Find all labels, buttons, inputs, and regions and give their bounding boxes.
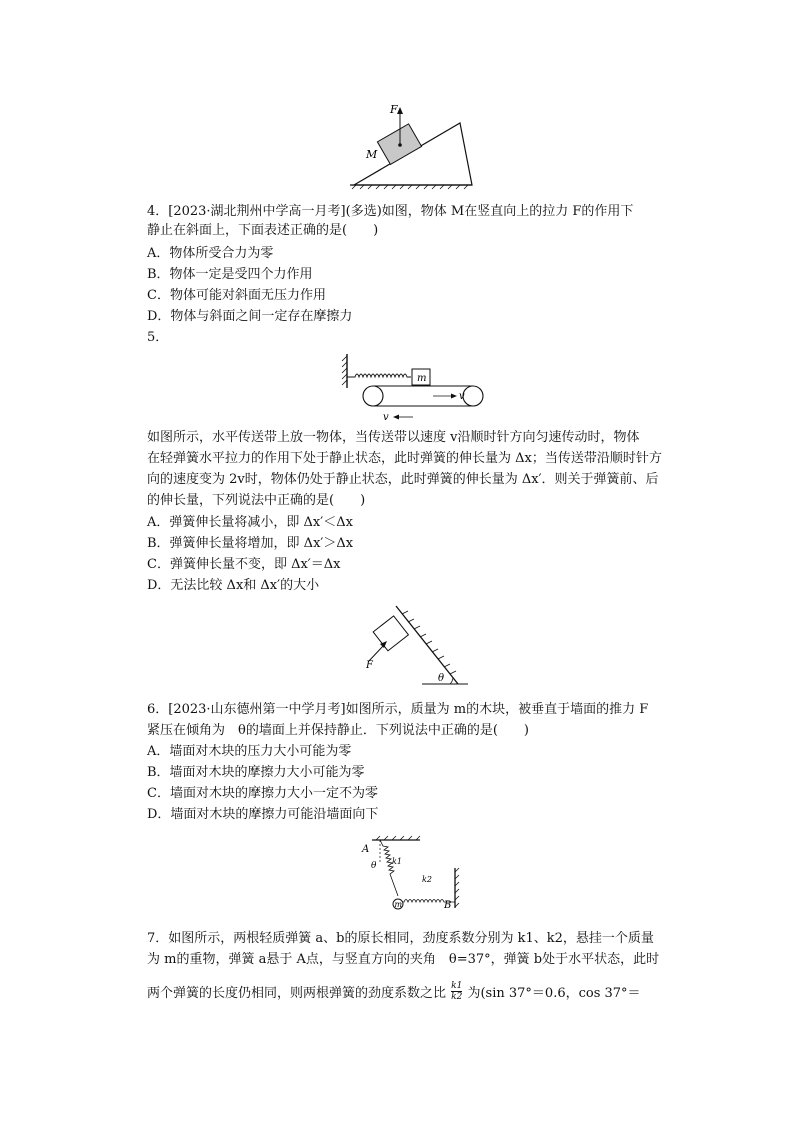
force-label-F: F [390, 103, 398, 116]
q6-option-d: D．墙面对木块的摩擦力可能沿墙面向下 [147, 807, 379, 822]
q4-option-a: A．物体所受合力为零 [147, 246, 274, 261]
q7-stem-line3 [147, 983, 641, 1004]
q6-stem-line1: 6．[2023·山东德州第一中学月考]如图所示，质量为 m的木块，被垂直于墙面的推力 F [147, 702, 649, 717]
q6-option-b: B．墙面对木块的摩擦力大小可能为零 [147, 765, 365, 780]
force-label-F6: F [366, 660, 373, 671]
ratio-fraction [451, 981, 462, 1002]
q5-option-a: A．弹簧伸长量将减小，即 Δx′＜Δx [147, 515, 353, 530]
q5-stem-line1: 如图所示，水平传送带上放一物体，当传送带以速度 v沿顺时针方向匀速传动时，物体 [147, 430, 640, 445]
q4-option-c: C．物体可能对斜面无压力作用 [147, 288, 326, 303]
mass-label-m7: m [394, 900, 403, 909]
ratio-denominator: k2 [451, 992, 463, 1002]
q5-option-b: B．弹簧伸长量将增加，即 Δx′＞Δx [147, 536, 354, 551]
point-label-B: B [444, 900, 452, 911]
angle-label-theta7: θ [371, 861, 377, 871]
q4-option-d: D．物体与斜面之间一定存在摩擦力 [147, 309, 353, 324]
q4-option-b: B．物体一定是受四个力作用 [147, 267, 313, 282]
q7-stem-line3a: 两个弹簧的长度仍相同，则两根弹簧的劲度系数之比 [147, 986, 447, 1001]
two-springs-figure [358, 834, 468, 916]
angle-label-theta: θ [438, 673, 445, 684]
q4-stem-line1: 4．[2023·湖北荆州中学高一月考](多选)如图，物体 M在竖直向上的拉力 F的作用下 [147, 204, 634, 219]
point-label-A: A [362, 844, 370, 855]
q6-option-c: C．墙面对木块的摩擦力大小一定不为零 [147, 786, 378, 801]
q5-stem-line3: 向的速度变为 2v时，物体仍处于静止状态，此时弹簧的伸长量为 Δx′．则关于弹簧前、后 [147, 472, 659, 487]
incline-block-figure [340, 95, 480, 190]
inclined-wall-figure [360, 600, 470, 690]
q6-option-a: A．墙面对木块的压力大小可能为零 [147, 744, 352, 759]
velocity-label-bottom: v [383, 412, 389, 422]
q4-stem-line2: 静止在斜面上，下面表述正确的是( ) [147, 223, 379, 238]
velocity-label-top: v [459, 391, 465, 402]
spring-label-k2: k2 [422, 875, 432, 884]
q6-stem-line2: 紧压在倾角为 θ的墙面上并保持静止．下列说法中正确的是( ) [147, 723, 529, 738]
spring-label-k1: k1 [392, 857, 402, 866]
mass-label-m: m [417, 373, 427, 384]
q7-stem-line3b: 为(sin 37°＝0.6，cos 37°＝ [467, 986, 641, 1001]
q7-stem-line2: 为 m的重物，弹簧 a悬于 A点，与竖直方向的夹角 θ=37°，弹簧 b处于水平状态，此时 [147, 952, 660, 967]
q5-option-c: C．弹簧伸长量不变，即 Δx′＝Δx [147, 557, 341, 572]
q5-number: 5． [147, 330, 169, 345]
ratio-numerator: k1 [451, 981, 463, 991]
conveyor-belt-figure [335, 350, 495, 422]
q5-stem-line2: 在轻弹簧水平拉力的作用下处于静止状态，此时弹簧的伸长量为 Δx；当传送带沿顺时针方 [147, 451, 662, 466]
q5-option-d: D．无法比较 Δx和 Δx′的大小 [147, 578, 320, 593]
mass-label-M: M [366, 148, 378, 161]
q5-stem-line4: 的伸长量，下列说法中正确的是( ) [147, 493, 366, 508]
q7-stem-line1: 7．如图所示，两根轻质弹簧 a、b的原长相同，劲度系数分别为 k1、k2，悬挂一个质量 [147, 931, 654, 946]
